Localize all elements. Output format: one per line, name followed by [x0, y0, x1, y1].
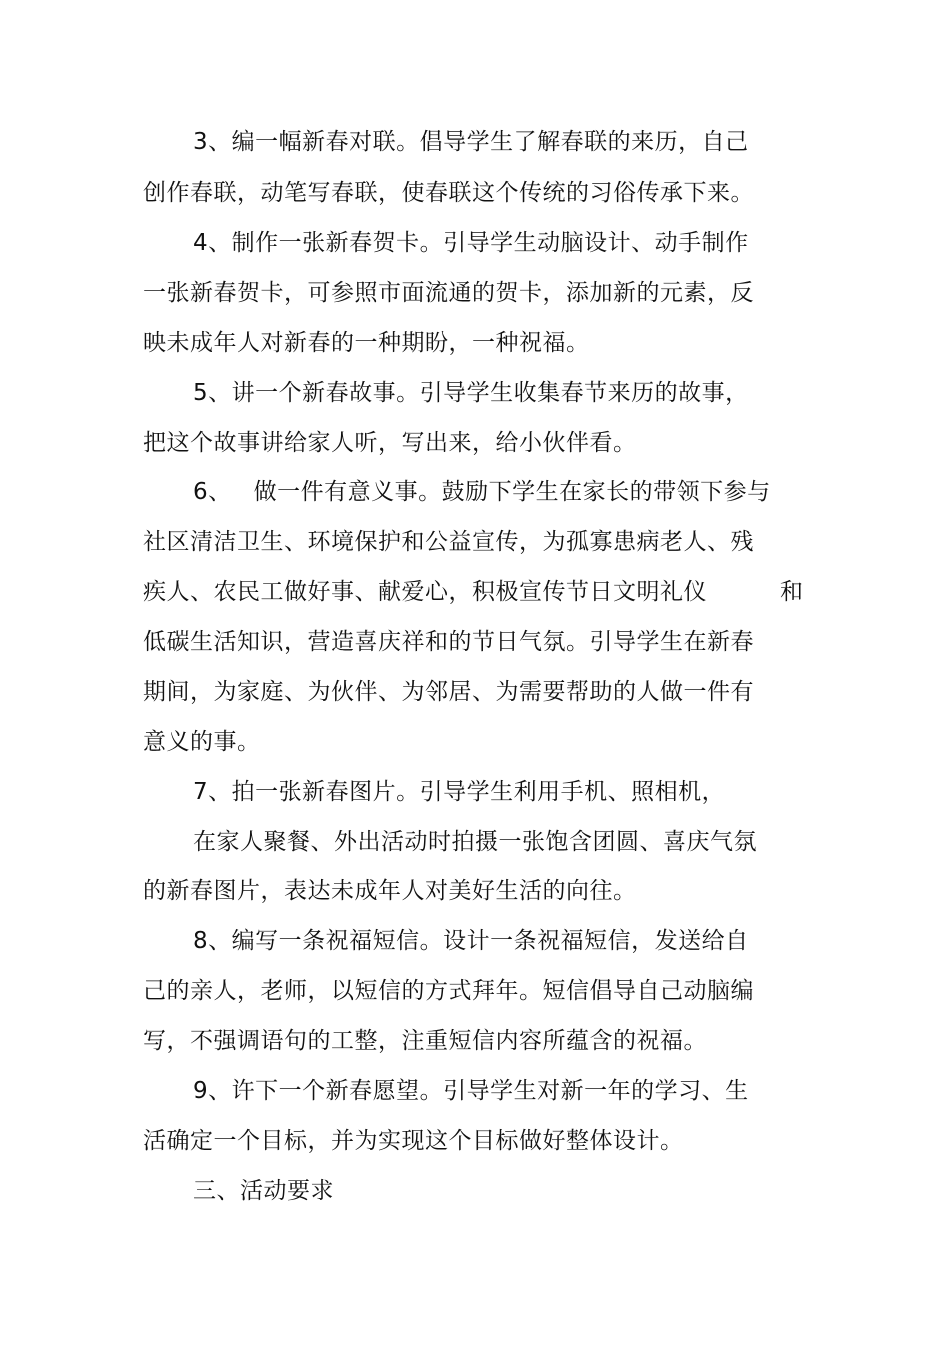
text-line: 写，不强调语句的工整，注重短信内容所蕴含的祝福。 [143, 1028, 707, 1054]
text-line: 疾人、农民工做好事、献爱心，积极宣传节日文明礼仪 [143, 579, 707, 605]
text-line: 期间，为家庭、为伙伴、为邻居、为需要帮助的人做一件有 [143, 679, 754, 705]
text-line: 9、许下一个新春愿望。引导学生对新一年的学习、生 [193, 1078, 749, 1104]
text-line: 活确定一个目标，并为实现这个目标做好整体设计。 [143, 1128, 684, 1154]
section-heading: 三、活动要求 [193, 1178, 334, 1204]
item-number: 6、 [193, 479, 232, 505]
text-line: 4、制作一张新春贺卡。引导学生动脑设计、动手制作 [193, 230, 749, 256]
item-text: 做一件有意义事。鼓励下学生在家长的带领下参与 [253, 479, 771, 505]
text-line [193, 477, 771, 507]
text-line: 7、拍一张新春图片。引导学生利用手机、照相机， [193, 779, 726, 805]
text-line: 低碳生活知识，营造喜庆祥和的节日气氛。引导学生在新春 [143, 629, 754, 655]
text-fragment: 和 [780, 579, 804, 605]
text-line: 8、编写一条祝福短信。设计一条祝福短信，发送给自 [193, 928, 749, 954]
text-line: 创作春联，动笔写春联，使春联这个传统的习俗传承下来。 [143, 180, 754, 206]
text-line: 一张新春贺卡，可参照市面流通的贺卡，添加新的元素，反 [143, 280, 754, 306]
text-line: 映未成年人对新春的一种期盼，一种祝福。 [143, 330, 590, 356]
text-line: 5、讲一个新春故事。引导学生收集春节来历的故事， [193, 380, 749, 406]
text-line: 意义的事。 [143, 729, 261, 755]
text-line: 社区清洁卫生、环境保护和公益宣传，为孤寡患病老人、残 [143, 529, 754, 555]
text-line: 己的亲人，老师，以短信的方式拜年。短信倡导自己动脑编 [143, 978, 754, 1004]
text-line: 的新春图片，表达未成年人对美好生活的向往。 [143, 878, 637, 904]
text-line: 在家人聚餐、外出活动时拍摄一张饱含团圆、喜庆气氛 [193, 829, 757, 855]
text-line: 把这个故事讲给家人听，写出来，给小伙伴看。 [143, 430, 637, 456]
text-line: 3、编一幅新春对联。倡导学生了解春联的来历，自己 [193, 129, 749, 155]
